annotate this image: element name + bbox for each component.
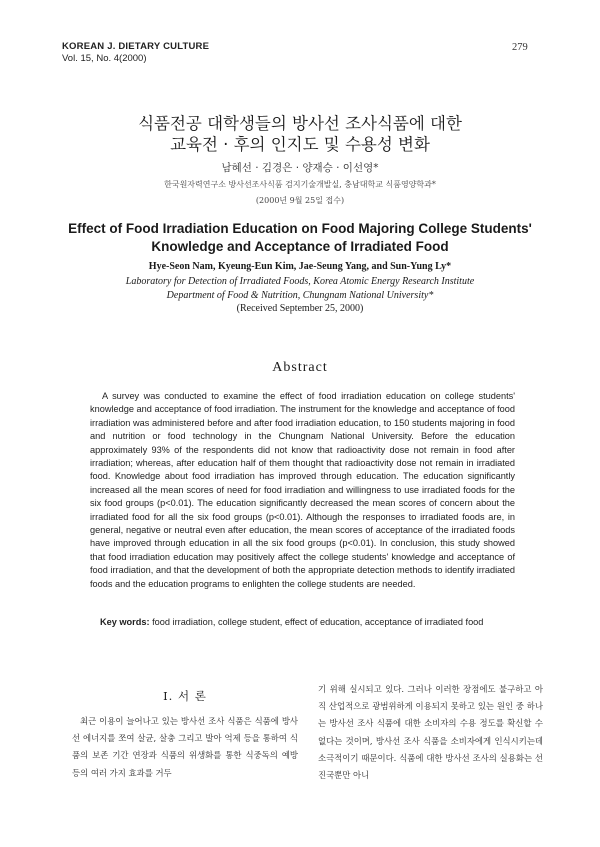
korean-affiliation: 한국원자력연구소 방사선조사식품 검지기술개발실, 충남대학교 식품영양학과*: [164, 180, 436, 189]
journal-header: [62, 41, 209, 65]
english-affiliation-line2: Department of Food & Nutrition, Chungnam National University*: [166, 290, 434, 301]
introduction-left-column: 최근 이용이 늘어나고 있는 방사선 조사 식품은 식품에 방사선 에너지를 쪼여 살균, 살충 그리고 발아 억제 등을 통하여 식품의 보존 기간 연장과 식품의 위생화를 통한 식중독의 예방 등의 여러 가지 효과를 거두: [72, 716, 298, 778]
english-title-line1: Effect of Food Irradiation Education on Food Majoring College Students': [68, 221, 532, 236]
english-received-date: (Received September 25, 2000): [236, 303, 364, 314]
keywords-label: Key words:: [100, 617, 150, 627]
abstract-body: A survey was conducted to examine the effect of food irradiation education on college students' knowledge and acceptance of food irradiation. The instrument for the knowledge and acceptance of food irradiation was administered before and after food irradiation education, to 150 students majoring in food and nutrition or food technology in the Chungnam National University. Before the education approximately 93% of the respondents did not know that radioactivity dose not remain in food after irradiation; whereas, after education half of them thought that radioactivity dose not remain in irradiated food. Knowledge about food irradiation has improved through education. The education significantly increased all the mean scores of need for food irradiation and willingness to use irradiated foods for the six food groups (p<0.01). The education significantly decreased the mean scores of concern about the irradiated food for all the six food groups (p<0.01). Although the responses to irradiated foods are, in general, negative or neutral even after education, the mean scores of acceptance of the irradiated foods have improved through education in all the six food groups (p<0.01). In conclusion, this study showed that food irradiation education may positively affect the college students' knowledge and acceptance of food irradiation, and that the development of both the appropriate detection methods to identify irradiated foods and the education programs to enlighten the college students are needed.: [90, 391, 515, 589]
page-number: 279: [512, 42, 528, 53]
introduction-heading: I. 서 론: [163, 689, 207, 703]
korean-authors: 남혜선 · 김경은 · 양재승 · 이선영*: [221, 162, 379, 174]
journal-volume: Vol. 15, No. 4(2000): [62, 53, 147, 64]
korean-received-date: (2000년 9월 25일 접수): [255, 196, 345, 205]
journal-title: KOREAN J. DIETARY CULTURE: [62, 41, 210, 52]
keywords: [100, 617, 530, 627]
abstract-heading: Abstract: [272, 360, 328, 375]
english-authors: Hye-Seon Nam, Kyeung-Eun Kim, Jae-Seung Yang, and Sun-Yung Ly*: [148, 261, 452, 272]
korean-title-line1: 식품전공 대학생들의 방사선 조사식품에 대한: [138, 114, 462, 133]
introduction-right-column: 기 위해 실시되고 있다. 그러나 이러한 장점에도 불구하고 아직 산업적으로 광범위하게 이용되지 못하고 있는 원인 중 하나는 방사선 조사 식품에 대한 소비자의 수용 정도를 확신할 수 없다는 것이며, 방사선 조사 식품을 소비자에게 인식시키는데 소극적이기 때문이다. 식품에 대한 방사선 조사의 실용화는 선진국뿐만 아니: [318, 684, 543, 781]
keywords-list: food irradiation, college student, effect of education, acceptance of irradiated food: [152, 617, 484, 627]
english-affiliation-line1: Laboratory for Detection of Irradiated Foods, Korea Atomic Energy Research Institute: [125, 276, 475, 287]
korean-title-line2: 교육전 · 후의 인지도 및 수용성 변화: [170, 135, 430, 154]
english-title-line2: Knowledge and Acceptance of Irradiated Food: [151, 239, 449, 254]
